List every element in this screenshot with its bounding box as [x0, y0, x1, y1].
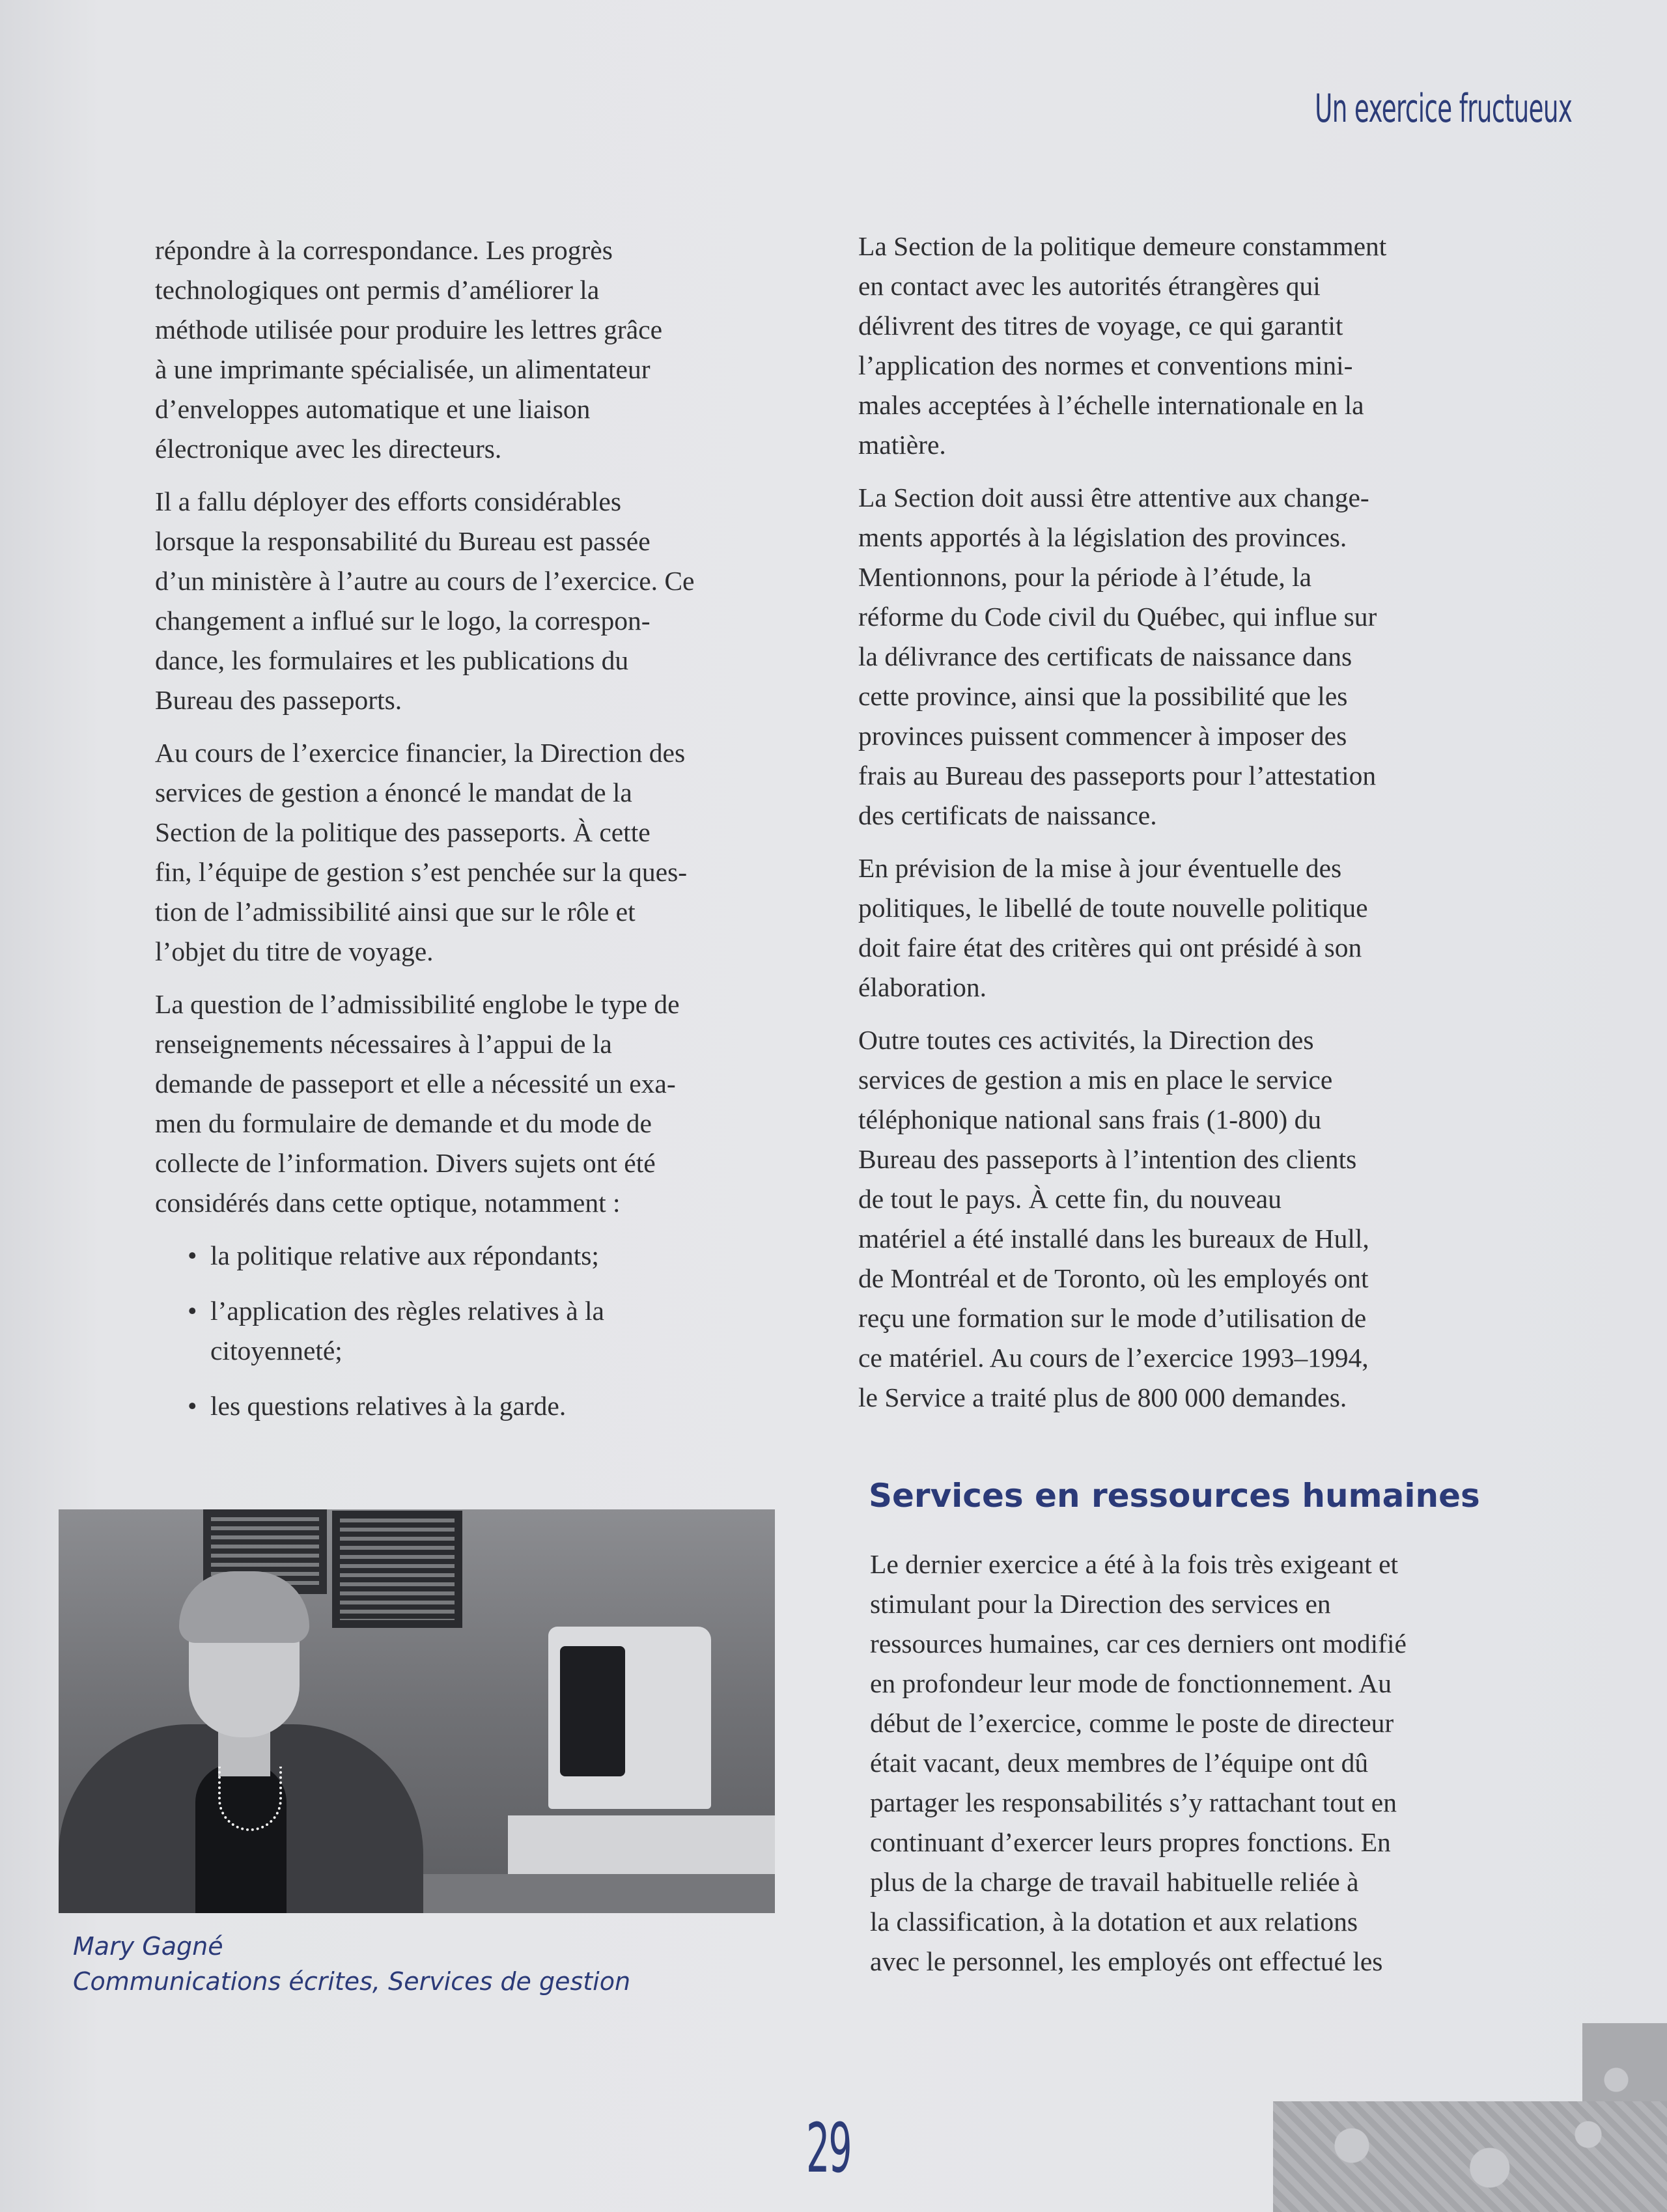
text-line: à une imprimante spécialisée, un alimentateur: [155, 354, 651, 384]
paragraph: [155, 985, 767, 1223]
text-line: tion de l’admissibilité ainsi que sur le rôle et: [155, 897, 636, 927]
text-line: cette province, ainsi que la possibilité que les: [858, 681, 1348, 711]
text-line: la politique relative aux répondants;: [210, 1240, 599, 1270]
right-column: [858, 227, 1483, 1431]
bulletin-board: [332, 1511, 462, 1628]
text-line: était vacant, deux membres de l’équipe ont dû: [870, 1748, 1369, 1778]
pearl-necklace: [218, 1767, 282, 1831]
paragraph: [858, 227, 1483, 465]
text-line: stimulant pour la Direction des services en: [870, 1589, 1331, 1619]
paragraph: [155, 231, 767, 469]
section-body: [870, 1545, 1495, 1995]
text-line: méthode utilisée pour produire les lettres grâce: [155, 315, 662, 344]
text-line: renseignements nécessaires à l’appui de la: [155, 1029, 612, 1059]
page-number: 29: [806, 2108, 851, 2188]
text-line: doit faire état des critères qui ont présidé à son: [858, 932, 1362, 962]
text-line: Section de la politique des passeports. À cette: [155, 817, 651, 847]
text-line: l’objet du titre de voyage.: [155, 936, 434, 966]
text-line: téléphonique national sans frais (1-800) du: [858, 1104, 1322, 1134]
caption-name: Mary Gagné: [73, 1932, 223, 1961]
list-item: [155, 1236, 767, 1276]
text-line: citoyenneté;: [210, 1336, 343, 1365]
text-line: matériel a été installé dans les bureaux de Hull,: [858, 1224, 1369, 1253]
text-line: les questions relatives à la garde.: [210, 1391, 567, 1421]
text-line: répondre à la correspondance. Les progrès: [155, 235, 613, 265]
paragraph: [858, 1020, 1483, 1418]
text-line: le Service a traité plus de 800 000 demandes.: [858, 1382, 1347, 1412]
text-line: Outre toutes ces activités, la Direction des: [858, 1025, 1314, 1055]
text-line: Le dernier exercice a été à la fois très exigeant et: [870, 1549, 1399, 1579]
text-line: Au cours de l’exercice financier, la Direction des: [155, 738, 686, 768]
text-line: plus de la charge de travail habituelle reliée à: [870, 1867, 1359, 1897]
text-line: technologiques ont permis d’améliorer la: [155, 275, 600, 305]
text-line: l’application des règles relatives à la: [210, 1296, 604, 1326]
text-line: provinces puissent commencer à imposer des: [858, 721, 1347, 751]
text-line: Il a fallu déployer des efforts considérables: [155, 486, 621, 516]
text-line: ments apportés à la législation des provinces.: [858, 522, 1347, 552]
text-line: males acceptées à l’échelle internationale en la: [858, 390, 1364, 420]
text-line: en profondeur leur mode de fonctionnement. Au: [870, 1668, 1392, 1698]
text-line: collecte de l’information. Divers sujets ont été: [155, 1148, 656, 1178]
list-item: [155, 1386, 767, 1426]
paragraph: [858, 478, 1483, 835]
text-line: en contact avec les autorités étrangères qui: [858, 271, 1321, 301]
text-line: La Section doit aussi être attentive aux change-: [858, 483, 1369, 512]
list-item: [155, 1291, 767, 1371]
map-texture: [1273, 2101, 1667, 2212]
text-line: reçu une formation sur le mode d’utilisation de: [858, 1303, 1367, 1333]
paragraph: [155, 482, 767, 720]
bullet-list: [155, 1236, 767, 1426]
text-line: avec le personnel, les employés ont effectué les: [870, 1946, 1383, 1976]
paragraph: [858, 848, 1483, 1007]
text-line: En prévision de la mise à jour éventuelle des: [858, 853, 1342, 883]
text-line: La Section de la politique demeure constamment: [858, 231, 1387, 261]
text-line: ce matériel. Au cours de l’exercice 1993–1994,: [858, 1343, 1369, 1373]
text-line: l’application des normes et conventions mini-: [858, 350, 1353, 380]
text-line: demande de passeport et elle a nécessité un exa-: [155, 1069, 676, 1099]
text-line: Mentionnons, pour la période à l’étude, la: [858, 562, 1312, 592]
bullet-icon: •: [188, 1391, 197, 1421]
monitor-screen: [560, 1646, 625, 1776]
text-line: services de gestion a mis en place le service: [858, 1065, 1333, 1095]
paragraph: [870, 1545, 1495, 1981]
text-line: ressources humaines, car ces derniers ont modifié: [870, 1629, 1407, 1659]
text-line: début de l’exercice, comme le poste de directeur: [870, 1708, 1394, 1738]
left-column: [155, 231, 767, 1442]
text-line: frais au Bureau des passeports pour l’attestation: [858, 761, 1377, 791]
text-line: changement a influé sur le logo, la correspon-: [155, 606, 651, 636]
photo-caption: [73, 1929, 630, 1999]
text-line: électronique avec les directeurs.: [155, 434, 502, 464]
text-line: dance, les formulaires et les publications du: [155, 645, 629, 675]
text-line: de tout le pays. À cette fin, du nouveau: [858, 1184, 1282, 1214]
text-line: continuant d’exercer leurs propres fonctions. En: [870, 1827, 1391, 1857]
text-line: considérés dans cette optique, notamment :: [155, 1188, 621, 1218]
map-decoration: [1273, 2023, 1667, 2212]
text-line: élaboration.: [858, 972, 987, 1002]
text-line: La question de l’admissibilité englobe le type de: [155, 989, 680, 1019]
text-line: politiques, le libellé de toute nouvelle politique: [858, 893, 1368, 923]
paragraph: [155, 733, 767, 972]
text-line: des certificats de naissance.: [858, 800, 1157, 830]
text-line: la délivrance des certificats de naissance dans: [858, 641, 1352, 671]
text-line: services de gestion a énoncé le mandat de la: [155, 777, 632, 807]
text-line: réforme du Code civil du Québec, qui influe sur: [858, 602, 1377, 632]
text-line: matière.: [858, 430, 946, 460]
bullet-icon: •: [188, 1240, 197, 1270]
text-line: d’un ministère à l’autre au cours de l’exercice. Ce: [155, 566, 695, 596]
bullet-icon: •: [188, 1296, 197, 1326]
text-line: fin, l’équipe de gestion s’est penchée sur la ques-: [155, 857, 688, 887]
text-line: Bureau des passeports à l’intention des clients: [858, 1144, 1357, 1174]
text-line: la classification, à la dotation et aux relations: [870, 1907, 1358, 1937]
portrait-photo: [59, 1509, 775, 1913]
text-line: de Montréal et de Toronto, où les employés ont: [858, 1263, 1369, 1293]
text-line: men du formulaire de demande et du mode de: [155, 1108, 652, 1138]
text-line: d’enveloppes automatique et une liaison: [155, 394, 591, 424]
text-line: délivrent des titres de voyage, ce qui garantit: [858, 311, 1343, 341]
section-heading: Services en ressources humaines: [869, 1477, 1480, 1515]
text-line: partager les responsabilités s’y rattachant tout en: [870, 1787, 1397, 1817]
text-line: Bureau des passeports.: [155, 685, 402, 715]
caption-title: Communications écrites, Services de gestion: [73, 1967, 631, 1996]
text-line: lorsque la responsabilité du Bureau est passée: [155, 526, 651, 556]
running-head: Un exercice fructueux: [1314, 86, 1572, 132]
